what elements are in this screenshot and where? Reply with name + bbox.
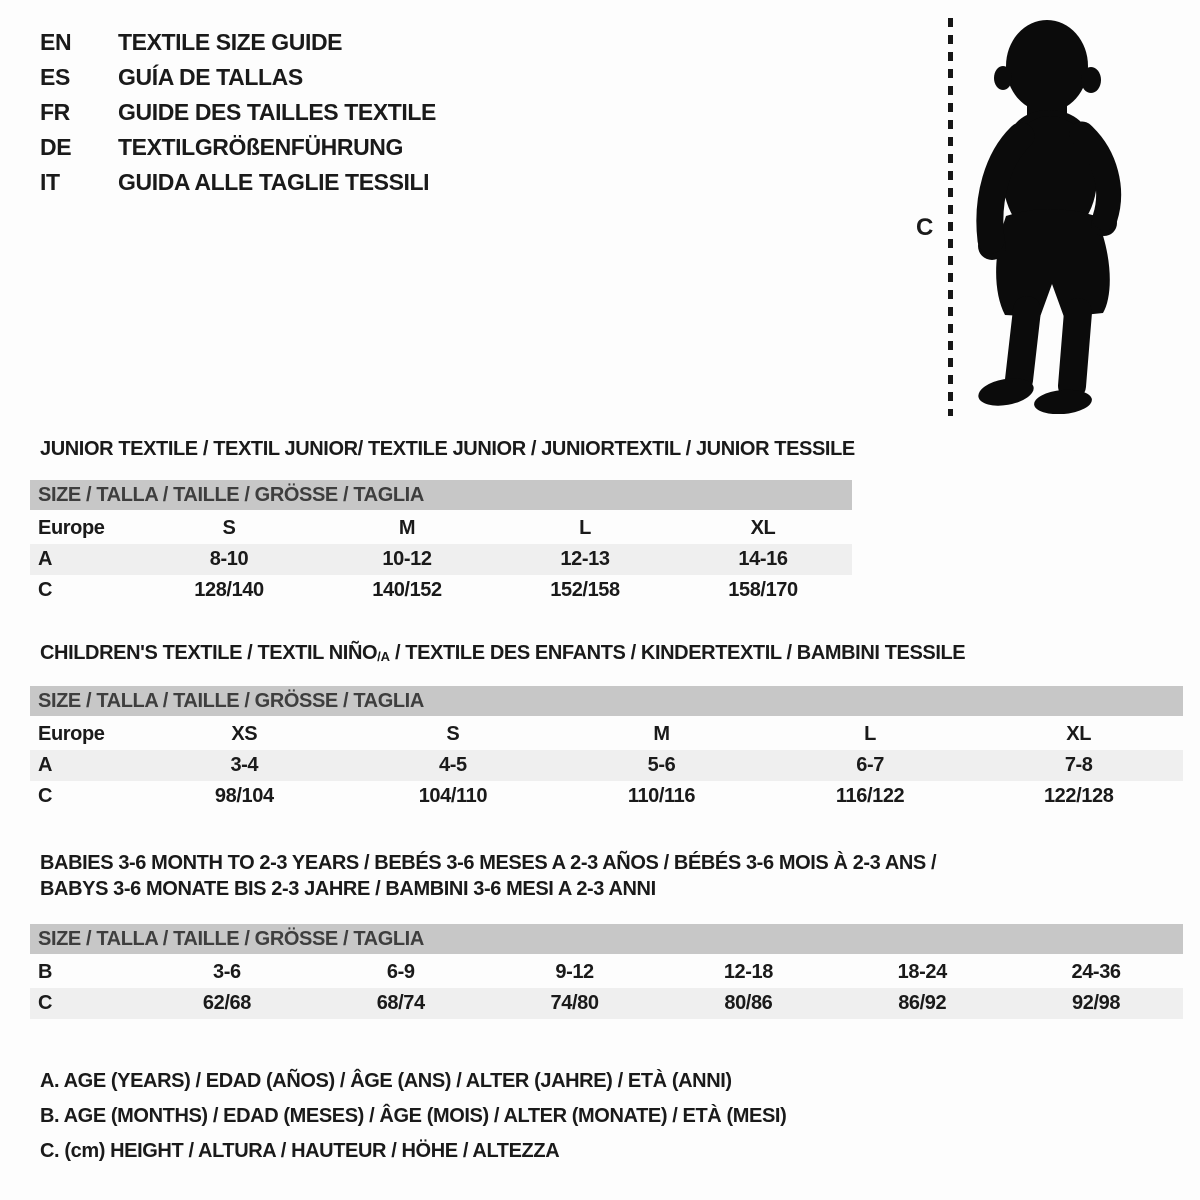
cell: 128/140 (194, 579, 264, 601)
legend-line-a: A. AGE (YEARS) / EDAD (AÑOS) / ÂGE (ANS) / ALTER (JAHRE) / ETÀ (ANNI) (40, 1070, 732, 1092)
cell: 68/74 (376, 992, 425, 1014)
lang-row-en (40, 30, 436, 54)
size-col-header: S (446, 723, 460, 745)
cell: 158/170 (728, 579, 798, 601)
size-col-header: XL (1066, 723, 1092, 745)
height-dashed-line (948, 18, 953, 416)
cell: 3-4 (230, 754, 259, 776)
junior-size-table (30, 513, 852, 606)
junior-section (30, 436, 855, 606)
table-row-a (30, 750, 1183, 781)
table-row-c (30, 575, 852, 606)
table-header-row (30, 719, 1183, 750)
size-col-header: M (398, 517, 416, 539)
lang-code: EN (40, 29, 72, 55)
region-label: Europe (38, 723, 105, 745)
cell: 92/98 (1072, 992, 1121, 1014)
legend-line-c: C. (cm) HEIGHT / ALTURA / HAUTEUR / HÖHE / ALTEZZA (40, 1140, 560, 1162)
row-label: A (38, 754, 53, 776)
cell: 12-13 (560, 548, 610, 570)
table-row-b (30, 957, 1183, 988)
toddler-silhouette-icon (966, 18, 1131, 414)
junior-size-bar: SIZE / TALLA / TAILLE / GRÖSSE / TAGLIA (30, 480, 852, 510)
table-row-a (30, 544, 852, 575)
junior-section-title: JUNIOR TEXTILE / TEXTIL JUNIOR/ TEXTILE JUNIOR / JUNIORTEXTIL / JUNIOR TESSILE (40, 438, 855, 460)
lang-row-fr (40, 100, 436, 124)
row-label: C (38, 579, 53, 601)
lang-row-it (40, 170, 436, 194)
children-size-bar: SIZE / TALLA / TAILLE / GRÖSSE / TAGLIA (30, 686, 1183, 716)
children-section-title (30, 640, 1183, 668)
cell: 14-16 (738, 548, 788, 570)
size-col-header: M (653, 723, 670, 745)
table-header-row (30, 513, 852, 544)
lang-title: TEXTILE SIZE GUIDE (118, 29, 343, 55)
lang-code: DE (40, 134, 72, 160)
lang-title: GUIDA ALLE TAGLIE TESSILI (118, 169, 430, 195)
legend-line-b: B. AGE (MONTHS) / EDAD (MESES) / ÂGE (MOIS) / ALTER (MONATE) / ETÀ (MESI) (40, 1105, 787, 1127)
size-col-header: L (579, 517, 591, 539)
lang-code: FR (40, 99, 70, 125)
children-section (30, 640, 1183, 812)
row-label: A (38, 548, 53, 570)
lang-code: IT (40, 169, 60, 195)
cell: 110/116 (627, 785, 696, 807)
lang-code: ES (40, 64, 70, 90)
legend (40, 1068, 786, 1173)
cell: 122/128 (1043, 785, 1114, 807)
region-label: Europe (38, 517, 105, 539)
language-header (40, 30, 436, 205)
cell: 6-9 (386, 961, 415, 983)
cell: 74/80 (550, 992, 599, 1014)
row-label: B (38, 961, 53, 983)
cell: 104/110 (418, 785, 488, 807)
lang-title: TEXTILGRÖßENFÜHRUNG (118, 134, 403, 160)
cell: 5-6 (647, 754, 676, 776)
cell: 62/68 (202, 992, 251, 1014)
lang-title: GUÍA DE TALLAS (118, 64, 303, 90)
size-col-header: XL (750, 517, 776, 539)
cell: 116/122 (835, 785, 905, 807)
lang-row-de (40, 135, 436, 159)
cell: 86/92 (898, 992, 947, 1014)
height-measure-figure (900, 0, 1160, 430)
children-title-post: / TEXTILE DES ENFANTS / KINDERTEXTIL / BAMBINI TESSILE (389, 642, 966, 664)
row-label: C (38, 785, 53, 807)
table-row-c (30, 988, 1183, 1019)
babies-section (30, 850, 1183, 1019)
babies-size-bar: SIZE / TALLA / TAILLE / GRÖSSE / TAGLIA (30, 924, 1183, 954)
size-col-header: XS (231, 723, 258, 745)
cell: 4-5 (439, 754, 467, 776)
cell: 18-24 (897, 961, 947, 983)
cell: 7-8 (1064, 754, 1093, 776)
lang-row-es (40, 65, 436, 89)
lang-title: GUIDE DES TAILLES TEXTILE (118, 99, 436, 125)
cell: 6-7 (856, 754, 884, 776)
cell: 3-6 (213, 961, 241, 983)
babies-size-table (30, 957, 1183, 1019)
size-col-header: S (222, 517, 236, 539)
cell: 10-12 (382, 548, 432, 570)
row-label: C (38, 992, 53, 1014)
table-row-c (30, 781, 1183, 812)
cell: 8-10 (209, 548, 249, 570)
babies-section-title-line1: BABIES 3-6 MONTH TO 2-3 YEARS / BEBÉS 3-6 MESES A 2-3 AÑOS / BÉBÉS 3-6 MOIS À 2-3 ANS / (40, 852, 937, 874)
children-title-pre: CHILDREN'S TEXTILE / TEXTIL NIÑO (40, 642, 378, 664)
cell: 80/86 (724, 992, 773, 1014)
children-title-sub: /A (377, 649, 390, 664)
cell: 152/158 (550, 579, 620, 601)
cell: 98/104 (214, 785, 274, 807)
cell: 140/152 (372, 579, 442, 601)
children-size-table (30, 719, 1183, 812)
cell: 12-18 (723, 961, 773, 983)
cell: 9-12 (555, 961, 594, 983)
measure-c-label: C (916, 214, 933, 241)
cell: 24-36 (1071, 961, 1121, 983)
babies-section-title-line2: BABYS 3-6 MONATE BIS 2-3 JAHRE / BAMBINI 3-6 MESI A 2-3 ANNI (40, 878, 656, 900)
size-col-header: L (864, 723, 876, 745)
